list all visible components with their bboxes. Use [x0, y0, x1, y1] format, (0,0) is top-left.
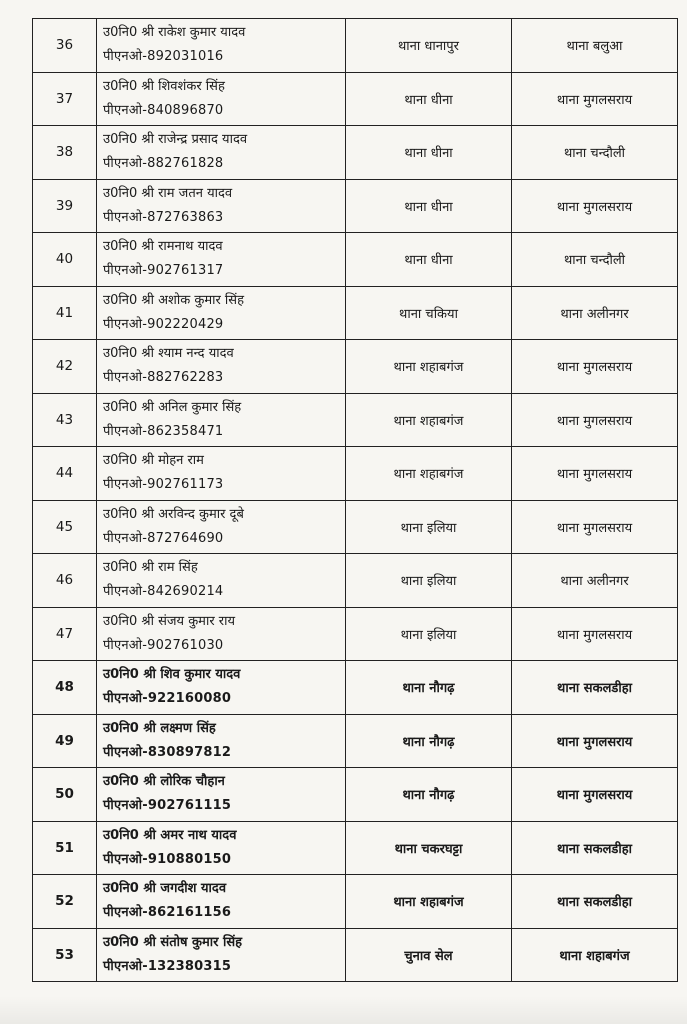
from-station: चुनाव सेल	[346, 928, 512, 982]
serial-number: 50	[33, 768, 97, 822]
officer-name: उ0नि0 श्री संतोष कुमार सिंह	[103, 934, 243, 950]
from-station: थाना धानापुर	[346, 19, 512, 73]
to-station: थाना बलुआ	[512, 19, 678, 73]
to-station: थाना अलीनगर	[512, 286, 678, 340]
from-station: थाना धीना	[346, 72, 512, 126]
officer-cell	[97, 928, 346, 982]
officer-name: उ0नि0 श्री लोरिक चौहान	[103, 774, 225, 790]
officer-name: उ0नि0 श्री अरविन्द कुमार दूबे	[103, 506, 244, 522]
officer-name: उ0नि0 श्री शिवशंकर सिंह	[103, 78, 225, 94]
table-row	[33, 393, 678, 447]
officer-cell	[97, 661, 346, 715]
officer-name: उ0नि0 श्री मोहन राम	[103, 453, 204, 469]
from-station: थाना नौगढ़	[346, 661, 512, 715]
serial-number: 38	[33, 126, 97, 180]
officer-name: उ0नि0 श्री राम जतन यादव	[103, 185, 233, 201]
from-station: थाना चकिया	[346, 286, 512, 340]
officer-cell	[97, 19, 346, 73]
officer-cell	[97, 875, 346, 929]
officer-name: उ0नि0 श्री राम सिंह	[103, 560, 198, 576]
serial-number: 51	[33, 821, 97, 875]
to-station: थाना मुगलसराय	[512, 607, 678, 661]
from-station: थाना शहाबगंज	[346, 875, 512, 929]
to-station: थाना सकलडीहा	[512, 875, 678, 929]
to-station: थाना मुगलसराय	[512, 768, 678, 822]
officer-cell	[97, 714, 346, 768]
pno-number: पीएनओ-132380315	[103, 958, 232, 974]
officer-cell	[97, 607, 346, 661]
serial-number: 53	[33, 928, 97, 982]
pno-number: पीएनओ-882761828	[103, 156, 224, 172]
pno-number: पीएनओ-902761115	[103, 798, 232, 814]
to-station: थाना मुगलसराय	[512, 340, 678, 394]
to-station: थाना चन्दौली	[512, 233, 678, 287]
to-station: थाना अलीनगर	[512, 554, 678, 608]
from-station: थाना शहाबगंज	[346, 447, 512, 501]
from-station: थाना धीना	[346, 126, 512, 180]
officer-name: उ0नि0 श्री शिव कुमार यादव	[103, 667, 241, 683]
serial-number: 45	[33, 500, 97, 554]
from-station: थाना इलिया	[346, 554, 512, 608]
pno-number: पीएनओ-902761030	[103, 637, 224, 653]
pno-number: पीएनओ-842690214	[103, 584, 224, 600]
serial-number: 43	[33, 393, 97, 447]
officer-cell	[97, 821, 346, 875]
serial-number: 52	[33, 875, 97, 929]
from-station: थाना चकरघट्टा	[346, 821, 512, 875]
from-station: थाना शहाबगंज	[346, 340, 512, 394]
officer-cell	[97, 447, 346, 501]
page-bottom-shade	[0, 996, 687, 1024]
from-station: थाना धीना	[346, 179, 512, 233]
serial-number: 49	[33, 714, 97, 768]
officer-cell	[97, 233, 346, 287]
transfer-table-body	[33, 19, 678, 982]
table-row	[33, 500, 678, 554]
table-row	[33, 714, 678, 768]
serial-number: 41	[33, 286, 97, 340]
pno-number: पीएनओ-910880150	[103, 851, 232, 867]
officer-cell	[97, 72, 346, 126]
serial-number: 46	[33, 554, 97, 608]
officer-cell	[97, 393, 346, 447]
officer-name: उ0नि0 श्री संजय कुमार राय	[103, 613, 235, 629]
pno-number: पीएनओ-840896870	[103, 102, 224, 118]
officer-name: उ0नि0 श्री राजेन्द्र प्रसाद यादव	[103, 132, 248, 148]
officer-name: उ0नि0 श्री रामनाथ यादव	[103, 239, 223, 255]
to-station: थाना शहाबगंज	[512, 928, 678, 982]
pno-number: पीएनओ-830897812	[103, 744, 232, 760]
serial-number: 39	[33, 179, 97, 233]
officer-name: उ0नि0 श्री अमर नाथ यादव	[103, 827, 237, 843]
table-row	[33, 661, 678, 715]
transfer-list-page	[32, 18, 667, 982]
from-station: थाना नौगढ़	[346, 768, 512, 822]
serial-number: 37	[33, 72, 97, 126]
officer-name: उ0नि0 श्री राकेश कुमार यादव	[103, 25, 246, 41]
to-station: थाना मुगलसराय	[512, 500, 678, 554]
serial-number: 48	[33, 661, 97, 715]
pno-number: पीएनओ-902761317	[103, 263, 224, 279]
serial-number: 44	[33, 447, 97, 501]
to-station: थाना सकलडीहा	[512, 661, 678, 715]
from-station: थाना शहाबगंज	[346, 393, 512, 447]
table-row	[33, 233, 678, 287]
table-row	[33, 607, 678, 661]
pno-number: पीएनओ-882762283	[103, 370, 224, 386]
from-station: थाना इलिया	[346, 607, 512, 661]
officer-name: उ0नि0 श्री अशोक कुमार सिंह	[103, 292, 244, 308]
table-row	[33, 768, 678, 822]
serial-number: 40	[33, 233, 97, 287]
pno-number: पीएनओ-872763863	[103, 209, 224, 225]
table-row	[33, 126, 678, 180]
pno-number: पीएनओ-862358471	[103, 423, 224, 439]
table-row	[33, 340, 678, 394]
to-station: थाना मुगलसराय	[512, 179, 678, 233]
officer-cell	[97, 126, 346, 180]
to-station: थाना सकलडीहा	[512, 821, 678, 875]
to-station: थाना मुगलसराय	[512, 393, 678, 447]
pno-number: पीएनओ-872764690	[103, 530, 224, 546]
officer-name: उ0नि0 श्री अनिल कुमार सिंह	[103, 399, 242, 415]
pno-number: पीएनओ-902761173	[103, 477, 224, 493]
pno-number: पीएनओ-892031016	[103, 49, 224, 65]
table-row	[33, 821, 678, 875]
officer-name: उ0नि0 श्री श्याम नन्द यादव	[103, 346, 234, 362]
serial-number: 47	[33, 607, 97, 661]
from-station: थाना धीना	[346, 233, 512, 287]
pno-number: पीएनओ-922160080	[103, 691, 232, 707]
table-row	[33, 554, 678, 608]
officer-cell	[97, 768, 346, 822]
pno-number: पीएनओ-862161156	[103, 905, 232, 921]
transfer-table	[32, 18, 678, 982]
to-station: थाना चन्दौली	[512, 126, 678, 180]
officer-cell	[97, 554, 346, 608]
pno-number: पीएनओ-902220429	[103, 316, 224, 332]
officer-cell	[97, 340, 346, 394]
officer-cell	[97, 179, 346, 233]
to-station: थाना मुगलसराय	[512, 714, 678, 768]
table-row	[33, 179, 678, 233]
table-row	[33, 928, 678, 982]
to-station: थाना मुगलसराय	[512, 447, 678, 501]
officer-name: उ0नि0 श्री लक्ष्मण सिंह	[103, 720, 216, 736]
table-row	[33, 875, 678, 929]
table-row	[33, 72, 678, 126]
table-row	[33, 286, 678, 340]
officer-name: उ0नि0 श्री जगदीश यादव	[103, 881, 227, 897]
serial-number: 42	[33, 340, 97, 394]
from-station: थाना इलिया	[346, 500, 512, 554]
officer-cell	[97, 286, 346, 340]
serial-number: 36	[33, 19, 97, 73]
to-station: थाना मुगलसराय	[512, 72, 678, 126]
table-row	[33, 19, 678, 73]
officer-cell	[97, 500, 346, 554]
table-row	[33, 447, 678, 501]
from-station: थाना नौगढ़	[346, 714, 512, 768]
